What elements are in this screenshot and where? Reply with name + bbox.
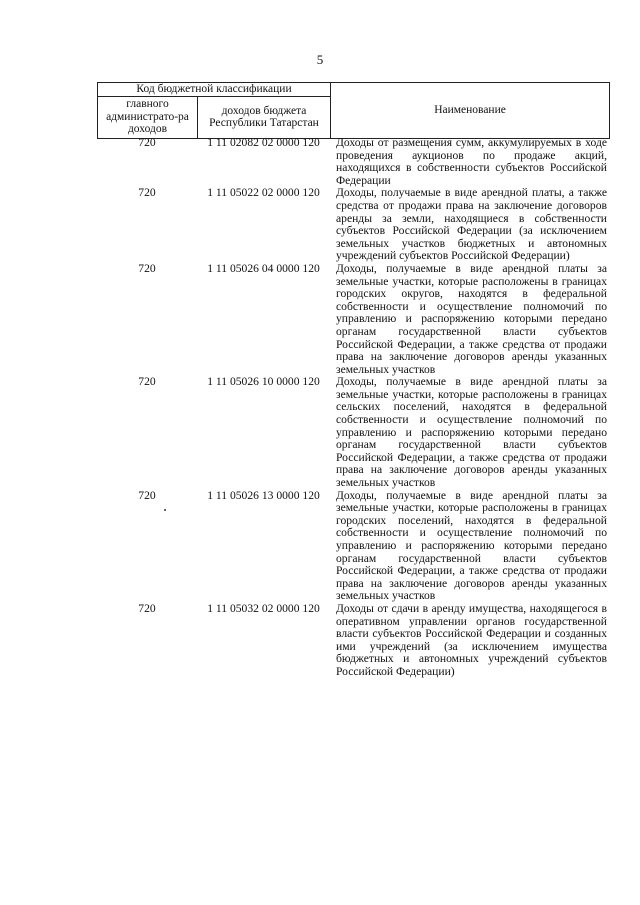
table-row <box>97 263 609 376</box>
header-revenue: доходов бюджета Республики Татарстан <box>198 96 331 138</box>
revenue-code: 1 11 05032 02 0000 120 <box>207 601 320 615</box>
admin-code: 720 <box>138 186 156 200</box>
revenue-code: 1 11 05026 13 0000 120 <box>207 488 320 502</box>
revenue-name: Доходы, получаемые в виде арендной платы, а также средства от продажи права на заключение договоров аренды за земли, находящиеся в собственности субъектов Российской Федерации (за исключением земельных участков бюджетных и автономных учреждений субъектов Российской Федерации) <box>336 186 607 263</box>
header-group-title: Код бюджетной классификации <box>98 83 331 97</box>
table-header <box>97 82 610 139</box>
table-row <box>97 376 609 489</box>
revenue-code: 1 11 05026 04 0000 120 <box>207 261 320 275</box>
admin-code: 720 <box>138 136 156 149</box>
table-row <box>97 187 609 263</box>
scan-speck <box>164 509 166 511</box>
revenue-code: 1 11 05026 10 0000 120 <box>207 375 320 389</box>
table-row <box>97 603 609 679</box>
revenue-name: Доходы, получаемые в виде арендной платы за земельные участки, которые расположены в границах городских поселений, находятся в федеральной собственности и осуществление полномочий по управлению и распоряжению которыми передано органам государственной власти субъектов Российской Федерации, а также средства от продажи права на заключение договоров аренды указанных земельных участков <box>336 488 607 603</box>
admin-code: 720 <box>138 261 156 275</box>
page-number: 5 <box>316 52 324 67</box>
table-row <box>97 490 609 603</box>
revenue-name: Доходы от сдачи в аренду имущества, находящегося в оперативном управлении органов государственной власти субъектов Российской Федерации и созданных ими учреждений (за исключением имущества бюджетных и автономных учреждений субъектов Российской Федерации) <box>336 601 607 678</box>
admin-code: 720 <box>138 601 156 615</box>
revenue-name: Доходы, получаемые в виде арендной платы за земельные участки, которые расположены в границах городских округов, находятся в федеральной собственности и осуществление полномочий по управлению и распоряжению которыми передано органам государственной власти субъектов Российской Федерации, а также средства от продажи права на заключение договоров аренды указанных земельных участков <box>336 261 607 376</box>
revenue-code: 1 11 02082 02 0000 120 <box>207 136 320 149</box>
table-body <box>97 137 609 679</box>
revenue-name: Доходы от размещения сумм, аккумулируемых в ходе проведения аукционов по продаже акций, находящихся в собственности субъектов Российской Федерации <box>336 136 607 187</box>
header-name: Наименование <box>331 83 610 139</box>
revenue-name: Доходы, получаемые в виде арендной платы за земельные участки, которые расположены в границах сельских поселений, находятся в федеральной собственности и осуществление полномочий по управлению и распоряжению которыми передано органам государственной власти субъектов Российской Федерации, а также средства от продажи права на заключение договоров аренды указанных земельных участков <box>336 375 607 490</box>
admin-code: 720 <box>138 488 156 502</box>
admin-code: 720 <box>138 375 156 389</box>
revenue-code: 1 11 05022 02 0000 120 <box>207 186 320 200</box>
table-row <box>97 137 609 187</box>
header-admin: главного администрато-ра доходов <box>98 96 198 138</box>
